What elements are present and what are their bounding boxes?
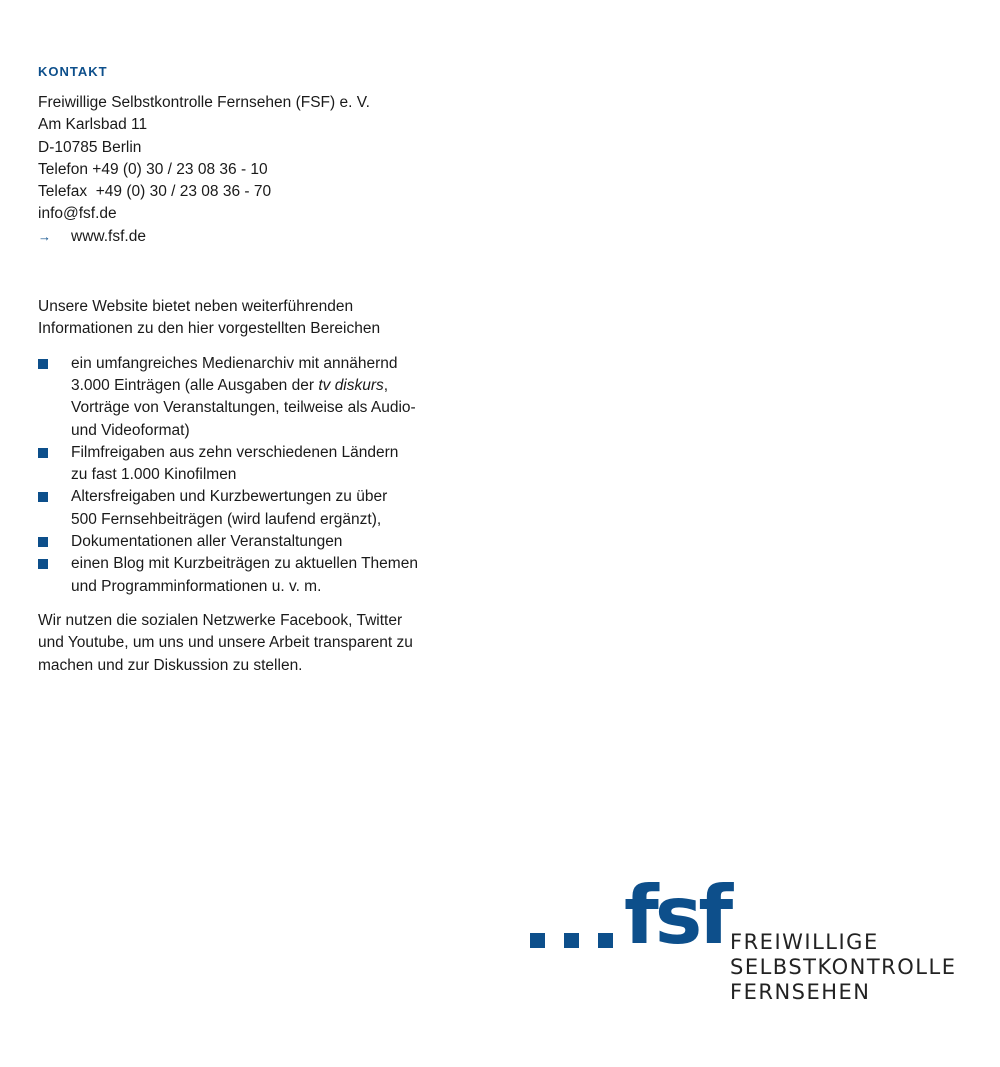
list-item-text-part: 3.000 Einträgen (alle Ausgaben der xyxy=(71,376,319,394)
contact-org: Freiwillige Selbstkontrolle Fernsehen (FSF) e. V. xyxy=(38,94,370,111)
list-item-text: Filmfreigaben aus zehn verschiedenen Ländern xyxy=(71,443,399,461)
logo-mark: fsf xyxy=(624,869,730,962)
contact-heading: KONTAKT xyxy=(38,64,108,79)
publication-title: tv diskurs xyxy=(318,376,384,394)
list-item-text: Dokumentationen aller Veranstaltungen xyxy=(71,533,343,551)
list-item xyxy=(38,442,458,487)
list-item-text: Altersfreigaben und Kurzbewertungen zu über xyxy=(71,488,388,506)
logo-line: SELBSTKONTROLLE xyxy=(730,955,957,979)
bullet-square-icon xyxy=(38,359,48,369)
list-item xyxy=(38,531,458,553)
list-item xyxy=(38,353,458,442)
contact-email[interactable]: info@fsf.de xyxy=(38,205,117,223)
bullet-square-icon xyxy=(38,492,48,502)
logo-line: FREIWILLIGE xyxy=(730,930,879,954)
document-content xyxy=(38,62,458,677)
list-item-text: 500 Fernsehbeiträgen (wird laufend ergänzt), xyxy=(71,510,382,528)
bullet-square-icon xyxy=(38,537,48,547)
feature-list xyxy=(38,353,458,598)
logo-line: FERNSEHEN xyxy=(730,980,871,1004)
intro-line: Informationen zu den hier vorgestellten Bereichen xyxy=(38,320,381,338)
list-item-text: einen Blog mit Kurzbeiträgen zu aktuellen Themen xyxy=(71,555,418,573)
logo-wordmark xyxy=(730,930,956,1005)
bullet-square-icon xyxy=(38,448,48,458)
logo-dot xyxy=(598,933,613,948)
contact-street: Am Karlsbad 11 xyxy=(38,116,148,134)
social-paragraph xyxy=(38,610,458,677)
list-item-text: und Programminformationen u. v. m. xyxy=(71,577,322,595)
social-line: machen und zur Diskussion zu stellen. xyxy=(38,656,303,674)
list-item-text-part: , xyxy=(383,376,389,394)
arrow-right-icon: → xyxy=(38,228,51,244)
contact-fax: Telefax +49 (0) 30 / 23 08 36 - 70 xyxy=(38,183,272,201)
contact-phone: Telefon +49 (0) 30 / 23 08 36 - 10 xyxy=(38,160,268,178)
list-item-text: zu fast 1.000 Kinofilmen xyxy=(71,466,237,484)
list-item-text: und Videoformat) xyxy=(71,421,190,439)
list-item-text xyxy=(71,375,458,397)
social-line: und Youtube, um uns und unsere Arbeit transparent zu xyxy=(38,634,413,652)
website-link-text[interactable]: www.fsf.de xyxy=(71,227,146,245)
list-item xyxy=(38,486,458,531)
list-item-text: Vorträge von Veranstaltungen, teilweise als Audio- xyxy=(71,399,416,417)
social-line: Wir nutzen die sozialen Netzwerke Facebook, Twitter xyxy=(38,611,403,629)
logo-dot xyxy=(564,933,579,948)
fsf-logo xyxy=(530,869,970,1012)
bullet-square-icon xyxy=(38,559,48,569)
intro-line: Unsere Website bietet neben weiterführenden xyxy=(38,298,354,316)
list-item xyxy=(38,553,458,598)
logo-dot xyxy=(530,933,545,948)
website-intro xyxy=(38,296,458,341)
website-link[interactable] xyxy=(38,226,458,248)
contact-city: D-10785 Berlin xyxy=(38,138,142,156)
list-item-text: ein umfangreiches Medienarchiv mit annähernd xyxy=(71,354,398,372)
